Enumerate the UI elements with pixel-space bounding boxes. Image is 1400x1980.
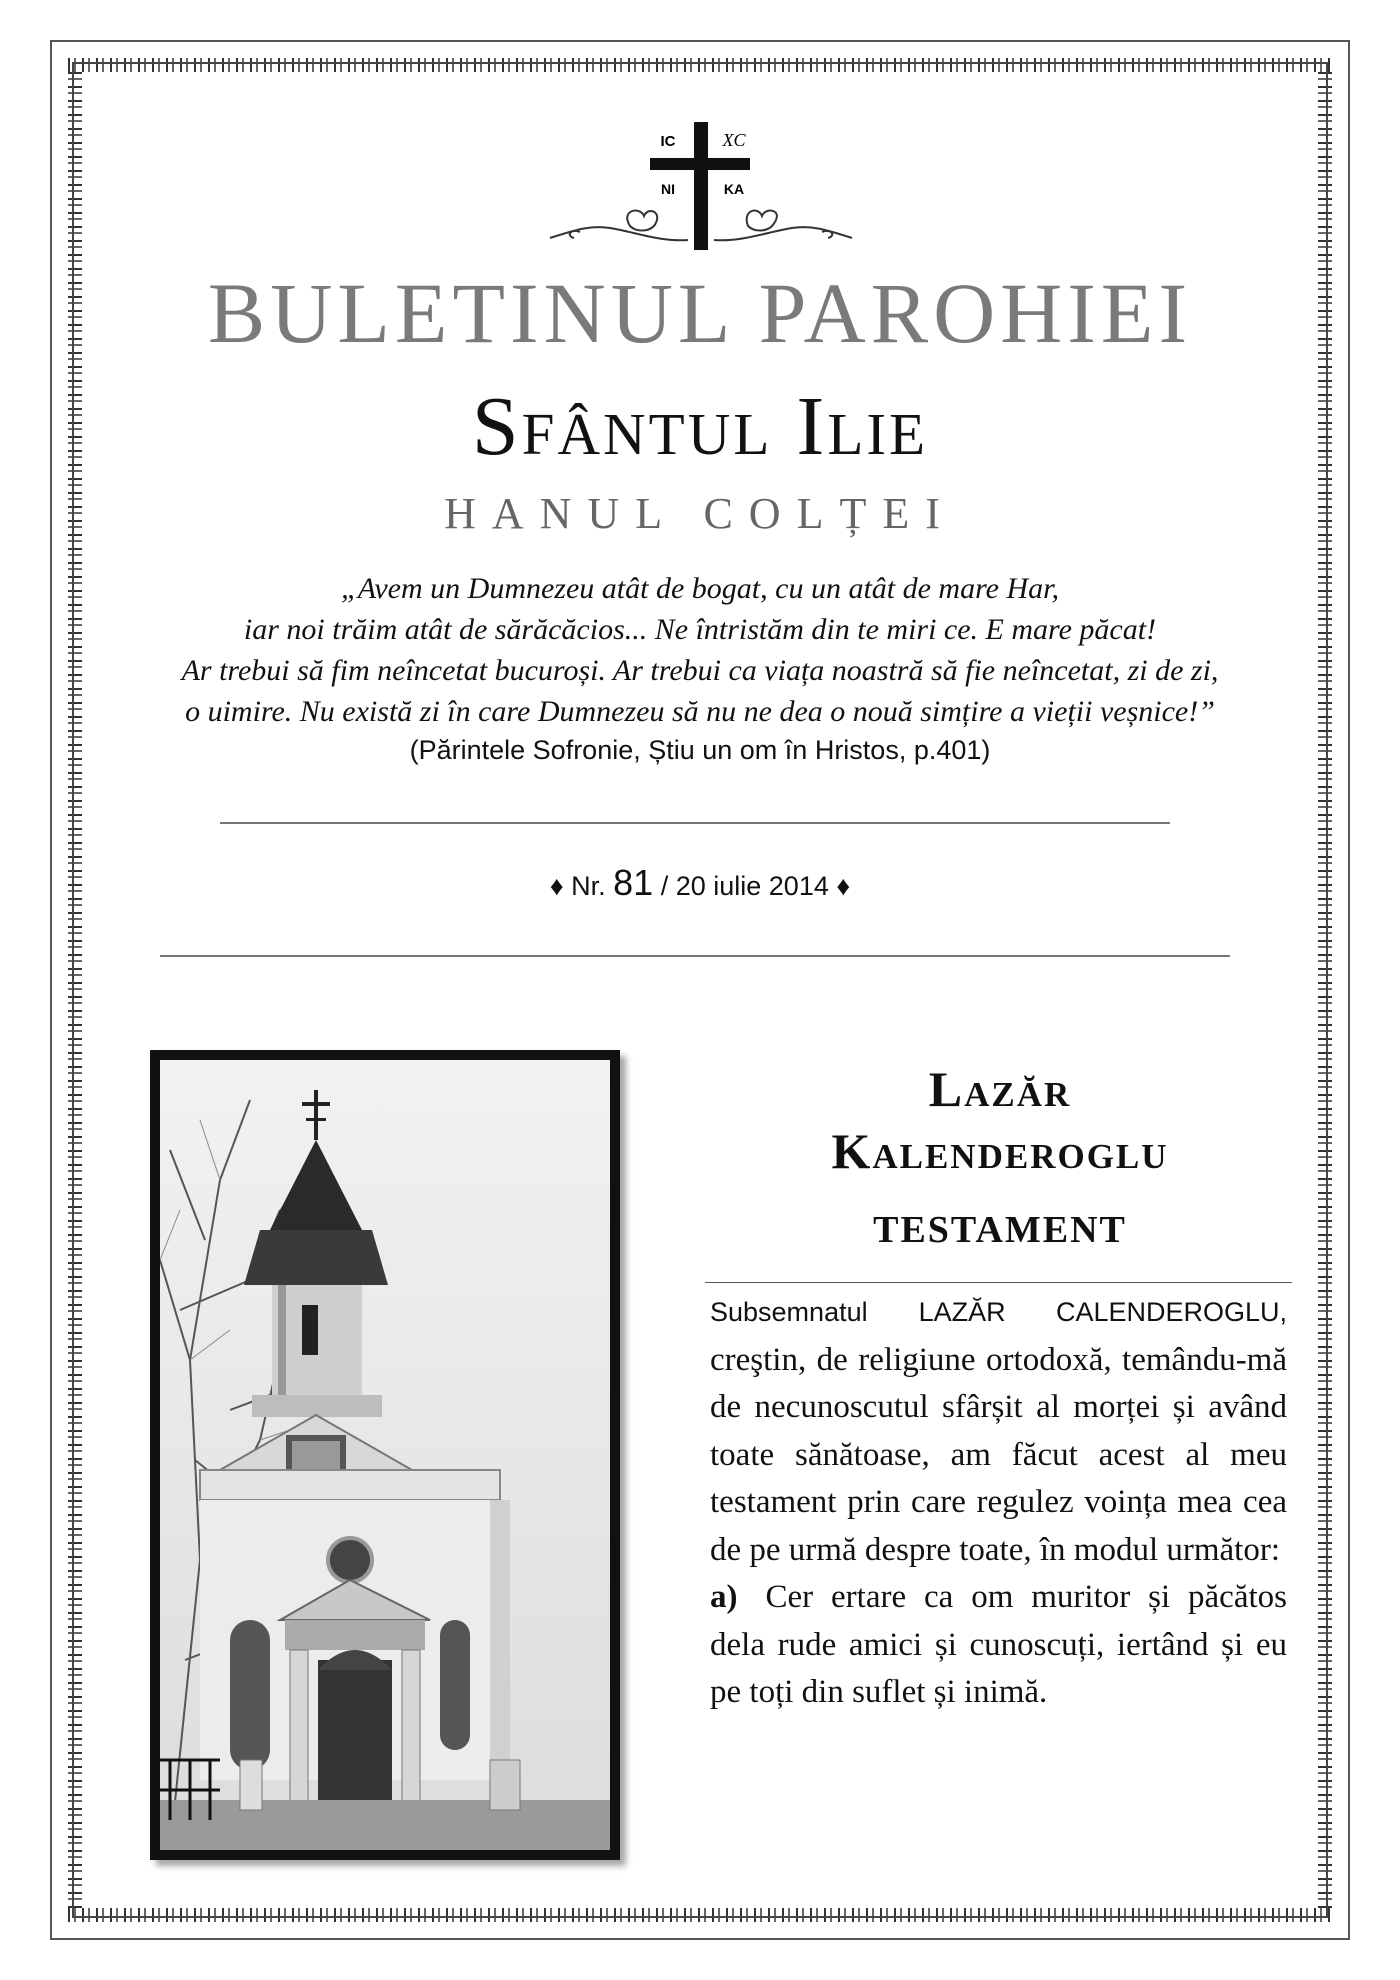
emblem-letters-ka: KA bbox=[723, 181, 745, 197]
article-body bbox=[710, 1288, 1287, 1717]
issue-date: / 20 iulie 2014 bbox=[660, 871, 829, 901]
cross-vertical-icon bbox=[694, 122, 708, 250]
church-photo-image bbox=[160, 1060, 610, 1850]
article-title-line: Lazăr bbox=[928, 1061, 1072, 1117]
parish-name: Sfântul Ilie bbox=[471, 380, 929, 473]
issue-number: 81 bbox=[613, 862, 654, 903]
article-title bbox=[700, 1058, 1300, 1182]
quote-line: o uimire. Nu există zi în care Dumnezeu să nu ne dea o nouă simțire a vieții veșnice!” bbox=[185, 695, 1215, 728]
diamond-icon: ♦ bbox=[836, 871, 851, 901]
quote-line: Ar trebui să fim neîncetat bucuroși. Ar trebui ca viața noastră să fie neîncetat, zi de zi, bbox=[181, 654, 1219, 687]
quote-source: (Părintele Sofronie, Știu un om în Hristos, p.401) bbox=[409, 735, 991, 765]
quote-line: iar noi trăim atât de sărăcăcios... Ne întristăm din te miri ce. E mare păcat! bbox=[243, 613, 1157, 646]
cross-horizontal-icon bbox=[650, 158, 750, 170]
divider-bottom bbox=[160, 955, 1230, 957]
article-paragraph: creştin, de religiune ortodoxă, temându-mă de necunoscutul sfârșit al morței și având toate sănătoase, am făcut acest al meu testament prin care regulez voința mea cea de pe urmă despre toate, în modul următor: bbox=[710, 1341, 1287, 1568]
flourish-left-icon bbox=[550, 211, 688, 241]
article-divider bbox=[705, 1282, 1292, 1283]
emblem-letters-ic: IC bbox=[660, 133, 676, 150]
article-item-text: Cer ertare ca om muritor și păcătos dela rude amici și cunoscuți, iertând și eu pe toți din suflet și inimă. bbox=[710, 1579, 1287, 1710]
emblem-letters-xc: XC bbox=[722, 130, 746, 150]
church-photo bbox=[150, 1050, 620, 1860]
article-author-name: LAZĂR CALENDEROGLU, bbox=[918, 1297, 1287, 1327]
bulletin-title: BULETINUL PAROHIEI bbox=[207, 265, 1193, 361]
article-subtitle: TESTAMENT bbox=[873, 1209, 1127, 1251]
issue-line bbox=[100, 862, 1300, 904]
emblem-letters-ni: NI bbox=[661, 181, 675, 197]
article-intro: Subsemnatul bbox=[710, 1297, 868, 1327]
article-item-label: a) bbox=[710, 1579, 738, 1615]
opening-quote bbox=[100, 568, 1300, 732]
cross-emblem-icon bbox=[540, 110, 860, 260]
divider-top bbox=[220, 822, 1170, 824]
issue-prefix: Nr. bbox=[571, 871, 606, 901]
quote-line: „Avem un Dumnezeu atât de bogat, cu un atât de mare Har, bbox=[341, 572, 1059, 605]
article-title-line: Kalenderoglu bbox=[831, 1123, 1169, 1179]
diamond-icon: ♦ bbox=[549, 871, 564, 901]
flourish-right-icon bbox=[714, 211, 852, 241]
parish-location: HANUL COLȚEI bbox=[444, 489, 956, 538]
